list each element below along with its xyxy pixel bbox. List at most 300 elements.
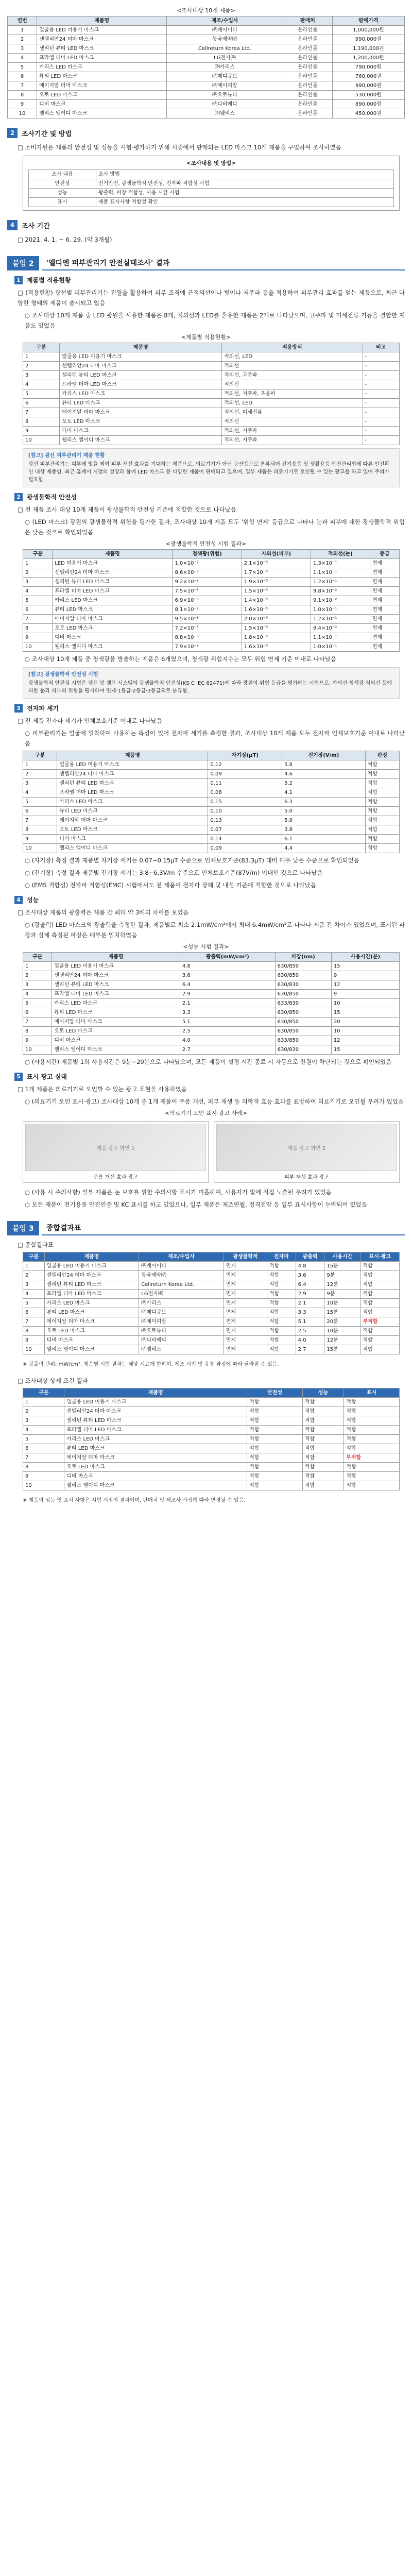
sec2-paragraph: □ 소비자원은 제품의 안전성 및 성능을 시험·평가하기 위해 시중에서 판매되는 LED 마스크 10개 제품을 구입하여 조사하였음 xyxy=(18,144,341,151)
table-cell: 카리스 LED 마스크 xyxy=(64,1435,247,1444)
table-row xyxy=(23,962,400,971)
table-cell: LG전자㈜ xyxy=(167,54,283,63)
table-cell: 3 xyxy=(23,1280,45,1290)
table-row xyxy=(23,807,400,816)
subsection-number: 3 xyxy=(14,704,23,713)
table-cell: 2.0×10⁻⁵ xyxy=(242,615,311,624)
table-cell: 웰리스 엘이디 마스크 xyxy=(52,1045,180,1055)
table-cell: 면제 xyxy=(224,1317,267,1327)
table-cell: 면제 xyxy=(224,1271,267,1280)
table-cell: ㈜메디큐브 xyxy=(139,1308,224,1317)
table-row xyxy=(23,788,400,798)
subsection-4-heading xyxy=(14,895,405,904)
appendix-3-heading xyxy=(7,1221,405,1235)
table-cell: 적합 xyxy=(302,1481,344,1490)
table-cell: 뷰티 LED 마스크 xyxy=(37,72,167,81)
sub4-table-caption: <성능 시험 결과> xyxy=(183,943,229,950)
table-cell: 9.4×10⁻² xyxy=(311,624,370,633)
section-2-heading xyxy=(7,128,405,138)
table-row xyxy=(23,1317,400,1327)
table-cell: 디비 마스크 xyxy=(44,1336,139,1345)
table-cell: 790,000원 xyxy=(332,63,404,72)
table-cell: 8.1×10⁻³ xyxy=(173,605,242,615)
table-row xyxy=(23,399,400,408)
table-cell: 적합 xyxy=(344,1444,400,1453)
table-cell: 적합 xyxy=(365,798,399,807)
column-header: 광출력(mW/cm²) xyxy=(180,953,275,962)
sub1-table-caption: <제품별 적용현황> xyxy=(181,334,231,341)
column-header: 자기장(μT) xyxy=(208,751,282,760)
table-cell: 뷰티 LED 마스크 xyxy=(60,399,222,408)
table-cell: 630/830 xyxy=(275,1045,331,1055)
table-cell: 면제 xyxy=(224,1308,267,1317)
table-row xyxy=(23,408,400,417)
table-cell: 디비 마스크 xyxy=(57,835,208,844)
table-cell: 4 xyxy=(8,54,37,63)
table-row xyxy=(23,844,400,853)
table-cell: 동국제약㈜ xyxy=(139,1271,224,1280)
table-cell: 1.7×10⁻⁵ xyxy=(242,568,311,578)
subsection-1-heading xyxy=(14,276,405,284)
table-cell: 전기안전, 광생물학적 안전성, 전자파 적합성 시험 xyxy=(96,179,393,189)
table-row xyxy=(23,596,400,605)
subsection-number: 4 xyxy=(14,896,23,904)
table-cell: 15분 xyxy=(324,1308,360,1317)
table-cell: 4.8 xyxy=(180,962,275,971)
table-cell: ㈜웰리스 xyxy=(139,1345,224,1354)
table-row xyxy=(23,642,400,652)
investigation-method-box xyxy=(23,156,400,211)
table-cell: 9.2×10⁻³ xyxy=(173,578,242,587)
table-cell: 적외선 xyxy=(222,380,363,389)
table-cell: 온라인몰 xyxy=(283,26,332,35)
column-header: 제품명 xyxy=(64,1388,247,1398)
table-cell: 프라엘 더마 LED 마스크 xyxy=(52,990,180,999)
table-cell: 0.13 xyxy=(208,816,282,825)
sub5-photo-caption: <의료기기 오인 표시·광고 사례> xyxy=(165,1110,247,1116)
table-cell: 4.0 xyxy=(296,1336,324,1345)
table-cell: 면제 xyxy=(224,1299,267,1308)
table-cell: 6 xyxy=(8,72,37,81)
table-cell: 에이지알 더마 마스크 xyxy=(57,816,208,825)
table-cell: 4 xyxy=(23,990,52,999)
table-cell: 4.0 xyxy=(180,1036,275,1045)
table-row xyxy=(23,999,400,1008)
table-cell: 얼굴용 LED 미용기 마스크 xyxy=(37,26,167,35)
table-cell: 1 xyxy=(23,352,60,362)
table-cell: 면제 xyxy=(224,1280,267,1290)
detail-footnote: ※ 제품의 성능 및 표시 사항은 시험 시점의 결과이며, 판매처 및 제조사 사정에 따라 변경될 수 있음. xyxy=(23,1498,246,1503)
table-cell: 8.8×10⁻³ xyxy=(173,633,242,642)
table-cell: 셀리턴 뷰티 LED 마스크 xyxy=(44,1280,139,1290)
table-cell: 온라인몰 xyxy=(283,100,332,109)
table-cell: 3.3 xyxy=(180,1008,275,1018)
table-cell: 온라인몰 xyxy=(283,72,332,81)
table-cell: 7 xyxy=(23,1018,52,1027)
table-cell: 1 xyxy=(23,962,52,971)
table-cell: 2.1 xyxy=(296,1299,324,1308)
table-cell: 카리스 LED 마스크 xyxy=(53,596,173,605)
table-cell: 3 xyxy=(23,779,57,788)
table-cell: 적외선, 미세전류 xyxy=(222,408,363,417)
table-cell: 안전성 xyxy=(29,179,96,189)
column-header: 사용시간 xyxy=(324,1252,360,1262)
table-row xyxy=(29,189,394,198)
column-header: 제품명 xyxy=(60,343,222,352)
table-cell: 오토 LED 마스크 xyxy=(53,624,173,633)
table-cell: 적합 xyxy=(302,1435,344,1444)
table-cell: 6.4 xyxy=(180,980,275,990)
table-cell: Cellreturn Korea Ltd. xyxy=(167,44,283,54)
table-cell: 3.3 xyxy=(296,1308,324,1317)
table-cell: 10 xyxy=(23,1481,64,1490)
table-cell: 9.1×10⁻² xyxy=(311,596,370,605)
table-row xyxy=(23,1481,400,1490)
sub3-paragraph-5: ○ (EMS 적합성) 전자파 적합성(EMC) 시험에서도 전 제품이 전자파 장해 및 내성 기준에 적합한 것으로 나타났음 xyxy=(25,882,316,889)
sub5-paragraph-3: ○ (사용 시 주의사항) 일부 제품은 눈 보호를 위한 주의사항 표시가 미흡하여, 사용자가 빛에 직접 노출될 우려가 있었음 xyxy=(25,1189,332,1196)
section-number: 2 xyxy=(7,128,18,138)
table-cell: 7.2×10⁻³ xyxy=(173,624,242,633)
table-cell: 7 xyxy=(23,816,57,825)
table-cell: 디비 마스크 xyxy=(37,100,167,109)
column-header: 제품명 xyxy=(44,1252,139,1262)
table-cell: 적합 xyxy=(360,1290,400,1299)
table-cell: 6 xyxy=(23,399,60,408)
table-cell: 적합 xyxy=(267,1336,296,1345)
table-cell: 면제 xyxy=(370,633,399,642)
sub3-paragraph-3: ○ (자기장) 측정 결과 제품별 자기장 세기는 0.07~0.15μT 수준으로 인체보호기준(83.3μT) 대비 매우 낮은 수준으로 확인되었음 xyxy=(25,857,359,864)
table-cell: 1,190,000원 xyxy=(332,44,404,54)
table-row xyxy=(29,170,394,179)
table-cell: 적합 xyxy=(344,1463,400,1472)
column-header: 연번 xyxy=(8,16,37,26)
summary-table xyxy=(23,1252,400,1354)
table-cell: 7 xyxy=(23,1453,64,1463)
table-cell: 5.9 xyxy=(282,816,366,825)
table-cell: 면제 xyxy=(370,624,399,633)
appendix-2-heading xyxy=(7,256,405,270)
table-cell: 적합 xyxy=(365,807,399,816)
table-cell: 웰리스 엘이디 마스크 xyxy=(53,642,173,652)
summary-subtitle: □ 종합결과표 xyxy=(18,1241,54,1248)
table-cell: 뷰티 LED 마스크 xyxy=(57,807,208,816)
table-cell: 면제 xyxy=(224,1336,267,1345)
sub2-note xyxy=(23,667,400,699)
table-row xyxy=(23,1444,400,1453)
table-cell: 면제 xyxy=(370,615,399,624)
table-cell: 디비 마스크 xyxy=(60,427,222,436)
table-cell: 면제 xyxy=(370,568,399,578)
table-cell: 2.1 xyxy=(180,999,275,1008)
table-cell: 센텔리안24 더마 마스크 xyxy=(52,971,180,980)
table-cell: 1.2×10⁻¹ xyxy=(311,578,370,587)
table-cell: 2 xyxy=(23,1407,64,1416)
table-cell: 웰리스 엘이디 마스크 xyxy=(44,1345,139,1354)
column-header: 청색광(위험) xyxy=(173,550,242,559)
note-body: 광선 피부관리기는 피부에 빛을 쬐여 피부 개선 효과를 기대하는 제품으로, 의료기기가 아닌 공산품으로 분류되어 전기용품 및 생활용품 안전관리법에 따른 안전확인 대상 제품임. 최근 홈케어 시장의 성장과 함께 LED 마스크 등 다양한 제품이 판매되고 있으며, 일부 제품은 의료기기로 오인될 수 있는 광고를 하고 있어 주의가 필요함. xyxy=(28,462,390,483)
table-cell: 디비 마스크 xyxy=(64,1472,247,1481)
table-cell: 2 xyxy=(23,971,52,980)
sub5-paragraph-2: ○ (의료기기 오인 표시·광고) 조사대상 10개 중 1개 제품이 주름 개선, 피부 재생 등 의학적 효능·효과를 표방하여 의료기기로 오인될 우려가 있었음 xyxy=(25,1098,404,1105)
table-cell: 적합 xyxy=(267,1280,296,1290)
table-cell: 0.15 xyxy=(208,798,282,807)
table-cell: 온라인몰 xyxy=(283,81,332,91)
table-cell: 8 xyxy=(23,624,53,633)
table-cell: 6 xyxy=(23,605,53,615)
column-header: 구분 xyxy=(23,1252,45,1262)
table-row xyxy=(23,1435,400,1444)
table-cell: 4 xyxy=(23,1426,64,1435)
table-row xyxy=(8,26,405,35)
table-cell: 990,000원 xyxy=(332,35,404,44)
table-cell: - xyxy=(363,436,399,445)
performance-table xyxy=(23,952,400,1055)
table-cell: - xyxy=(363,417,399,427)
table-cell: 3.6 xyxy=(180,971,275,980)
table-cell: 에이지알 더마 마스크 xyxy=(52,1018,180,1027)
table-row xyxy=(23,760,400,770)
table-cell: 적합 xyxy=(344,1472,400,1481)
table-cell: 적외선, 저주파 xyxy=(222,436,363,445)
table-cell: 2 xyxy=(23,362,60,371)
table-cell: 에이지알 더마 마스크 xyxy=(60,408,222,417)
table-cell: 2.9 xyxy=(296,1290,324,1299)
table-cell: 적합 xyxy=(247,1481,303,1490)
application-status-table xyxy=(23,343,400,445)
table-cell: 뷰티 LED 마스크 xyxy=(53,605,173,615)
sub2-paragraph-2: ○ (LED 마스크) 광원의 광생물학적 위험을 평가한 결과, 조사대상 10개 제품 모두 '위험 면제' 등급으로 나타나 눈과 피부에 대한 광생물학적 위험은 낮은 것으로 확인되었음 xyxy=(25,518,405,536)
table-cell: 적합 xyxy=(267,1290,296,1299)
table-cell: 동국제약㈜ xyxy=(167,35,283,44)
table-row xyxy=(23,1018,400,1027)
table-cell: 0.10 xyxy=(208,807,282,816)
sub1-paragraph-2: ○ 조사대상 10개 제품 중 LED 광원을 사용한 제품은 8개, 적외선과 LED를 혼용한 제품은 2개로 나타났으며, 고주파 및 미세전류 기능을 결합한 제품도 있었음 xyxy=(25,312,405,329)
table-cell: 뷰티 LED 마스크 xyxy=(44,1308,139,1317)
table-cell: 1.0×10⁻² xyxy=(173,559,242,568)
table-cell: 적합 xyxy=(365,788,399,798)
table-cell: 카리스 LED 마스크 xyxy=(44,1299,139,1308)
table-cell: ㈜디비메디 xyxy=(139,1336,224,1345)
table-row xyxy=(8,54,405,63)
column-header: 구분 xyxy=(23,343,60,352)
table-cell: 7 xyxy=(8,81,37,91)
table-cell: 1.5×10⁻⁵ xyxy=(242,624,311,633)
table-cell: 1.5×10⁻⁵ xyxy=(242,587,311,596)
table-cell: 조사 방법 xyxy=(96,170,393,179)
table-cell: 15분 xyxy=(324,1262,360,1271)
table-cell: 10 xyxy=(331,999,399,1008)
table-row xyxy=(23,1308,400,1317)
sub2-paragraph-3: ○ 조사대상 10개 제품 중 청색광을 방출하는 제품은 6개였으며, 청색광 위험지수는 모두 위험 면제 기준 이내로 나타났음 xyxy=(25,655,337,663)
table-cell: 오토 LED 마스크 xyxy=(57,825,208,835)
table-cell: 8 xyxy=(23,825,57,835)
table-cell: 적합 xyxy=(302,1463,344,1472)
table-cell: ㈜카리스 xyxy=(139,1299,224,1308)
table-cell: 센텔리안24 더마 마스크 xyxy=(60,362,222,371)
table-cell: 0.08 xyxy=(208,788,282,798)
table-cell: 적합 xyxy=(247,1398,303,1407)
table-cell: 제품 표시사항 적합성 확인 xyxy=(96,198,393,207)
sub2-table-caption: <광생물학적 안전성 시험 결과> xyxy=(165,540,247,547)
table-cell: 1.4×10⁻⁵ xyxy=(242,596,311,605)
table-cell: 1,000,000원 xyxy=(332,26,404,35)
subsection-title: 성능 xyxy=(27,896,39,904)
table-cell: 적합 xyxy=(344,1407,400,1416)
table-row xyxy=(23,825,400,835)
table-row xyxy=(8,109,405,118)
table-cell: 15분 xyxy=(324,1345,360,1354)
table-cell: 3 xyxy=(23,1416,64,1426)
table-cell: 적합 xyxy=(365,816,399,825)
table-cell: 0.12 xyxy=(208,760,282,770)
table-cell: 7 xyxy=(23,615,53,624)
table-cell: 적합 xyxy=(267,1299,296,1308)
table-cell: 12분 xyxy=(324,1336,360,1345)
subsection-number: 2 xyxy=(14,493,23,501)
column-header: 적외선(눈) xyxy=(311,550,370,559)
table-row xyxy=(23,816,400,825)
table-cell: 20분 xyxy=(324,1317,360,1327)
ad-screenshot-image: 제품 광고 화면 2 xyxy=(216,1124,397,1171)
table-cell: 5.1 xyxy=(180,1018,275,1027)
table-cell: 적합 xyxy=(267,1345,296,1354)
sub4-paragraph-3: ○ (사용시간) 제품별 1회 사용시간은 9분~20분으로 나타났으며, 모든 제품이 설정 시간 종료 시 자동으로 전원이 차단되는 것으로 확인되었음 xyxy=(25,1058,392,1065)
column-header: 판정 xyxy=(365,751,399,760)
sub1-note xyxy=(23,448,400,487)
table-row xyxy=(23,798,400,807)
table-cell: 10 xyxy=(331,1027,399,1036)
table-cell: 15 xyxy=(331,1008,399,1018)
table-cell: 센텔리안24 더마 마스크 xyxy=(64,1407,247,1416)
table-cell: 0.09 xyxy=(208,844,282,853)
photo-card xyxy=(214,1121,400,1183)
table-cell: 온라인몰 xyxy=(283,109,332,118)
table-cell: 10 xyxy=(8,109,37,118)
sec4-paragraph: □ 2021. 4. 1. ~ 6. 29. (약 3개월) xyxy=(18,236,112,243)
sub2-paragraph-1: □ 전 제품 조사 대상 10개 제품이 광생물학적 안전성 기준에 적합한 것으로 나타났음 xyxy=(18,506,236,513)
table-cell: 온라인몰 xyxy=(283,54,332,63)
table-row xyxy=(23,427,400,436)
table-cell: 셀리턴 뷰티 LED 마스크 xyxy=(53,578,173,587)
table-cell: 6 xyxy=(23,1444,64,1453)
table-cell: - xyxy=(363,362,399,371)
top-table-caption: <조사대상 10개 제품> xyxy=(177,7,235,14)
table-cell: 적합 xyxy=(365,844,399,853)
sub4-paragraph-2: ○ (광출력) LED 마스크의 광출력을 측정한 결과, 제품별로 최소 2.1mW/cm²에서 최대 6.4mW/cm²로 나타나 제품 간 차이가 있었으며, 표시된 파장과 실제 측정된 파장은 대부분 일치하였음 xyxy=(25,921,405,939)
table-cell: 9 xyxy=(8,100,37,109)
table-cell: 오토 LED 마스크 xyxy=(64,1463,247,1472)
column-header: 비고 xyxy=(363,343,399,352)
column-header: 판매가격 xyxy=(332,16,404,26)
table-cell: 적합 xyxy=(344,1481,400,1490)
table-cell: 9 xyxy=(23,1472,64,1481)
table-cell: 4.8 xyxy=(296,1262,324,1271)
table-cell: 3 xyxy=(23,371,60,380)
table-row xyxy=(23,1299,400,1308)
table-row xyxy=(8,72,405,81)
photobiological-table xyxy=(23,549,400,652)
table-cell: 7 xyxy=(23,408,60,417)
table-cell: 적합 xyxy=(360,1345,400,1354)
table-row xyxy=(23,578,400,587)
table-cell: 4.6 xyxy=(282,770,366,779)
table-row xyxy=(29,179,394,189)
table-row xyxy=(23,633,400,642)
table-cell: 630/830 xyxy=(275,980,331,990)
table-cell: 적합 xyxy=(344,1435,400,1444)
table-cell: - xyxy=(363,371,399,380)
table-cell: 6.9×10⁻³ xyxy=(173,596,242,605)
column-header: 제품명 xyxy=(37,16,167,26)
table-cell: 적합 xyxy=(247,1453,303,1463)
table-row xyxy=(23,1345,400,1354)
table-cell: ㈜디비메디 xyxy=(167,100,283,109)
table-cell: ㈜오토뷰티 xyxy=(139,1327,224,1336)
table-cell: 오토 LED 마스크 xyxy=(60,417,222,427)
table-cell: ㈜카리스 xyxy=(167,63,283,72)
table-cell: 5.2 xyxy=(282,779,366,788)
column-header: 제품명 xyxy=(52,953,180,962)
table-cell: 적합 xyxy=(302,1407,344,1416)
table-cell: 0.09 xyxy=(208,770,282,779)
table-cell: 면제 xyxy=(370,596,399,605)
table-cell: 셀리턴 뷰티 LED 마스크 xyxy=(60,371,222,380)
table-cell: 2 xyxy=(23,568,53,578)
table-cell: 1 xyxy=(8,26,37,35)
table-cell: 2.7 xyxy=(296,1345,324,1354)
table-row xyxy=(23,389,400,399)
table-cell: 20 xyxy=(331,1018,399,1027)
table-cell: 웰리스 엘이디 마스크 xyxy=(60,436,222,445)
table-cell: 990,000원 xyxy=(332,81,404,91)
table-cell: 8 xyxy=(8,91,37,100)
table-cell: 프라엘 더마 LED 마스크 xyxy=(44,1290,139,1299)
sub3-paragraph-1: □ 전 제품 전자파 세기가 인체보호기준 이내로 나타났음 xyxy=(18,717,162,724)
table-cell: 에이지알 더마 마스크 xyxy=(37,81,167,91)
sub4-paragraph-1: □ 조사대상 제품의 광출력은 제품 간 최대 약 3배의 차이를 보였음 xyxy=(18,909,189,916)
table-cell: 4.4 xyxy=(282,844,366,853)
table-cell: 얼굴용 LED 미용기 마스크 xyxy=(64,1398,247,1407)
table-cell: 9.5×10⁻³ xyxy=(173,615,242,624)
table-cell: 적합 xyxy=(365,779,399,788)
table-cell: - xyxy=(363,352,399,362)
table-cell: 5 xyxy=(23,1299,45,1308)
table-cell: 1.1×10⁻¹ xyxy=(311,568,370,578)
table-row xyxy=(8,44,405,54)
table-cell: - xyxy=(363,389,399,399)
table-cell: 5.8 xyxy=(282,760,366,770)
table-row xyxy=(23,1045,400,1055)
table-cell: 890,000원 xyxy=(332,100,404,109)
note-title: [참고] 광선 피부관리기 제품 현황 xyxy=(28,453,105,459)
table-row xyxy=(23,436,400,445)
table-row xyxy=(23,990,400,999)
column-header: 제품명 xyxy=(53,550,173,559)
table-cell: 성능 xyxy=(29,189,96,198)
table-cell: 9 xyxy=(331,971,399,980)
target-products-table xyxy=(7,16,405,118)
table-row xyxy=(23,624,400,633)
column-header: 성능 xyxy=(302,1388,344,1398)
section-title: 조사기간 및 방법 xyxy=(22,130,72,138)
table-cell: 10 xyxy=(23,642,53,652)
photo-card xyxy=(23,1121,209,1183)
table-cell: 5 xyxy=(23,596,53,605)
table-cell: 9 xyxy=(23,835,57,844)
table-cell: 15 xyxy=(331,962,399,971)
table-cell: 630/850 xyxy=(275,990,331,999)
column-header: 적용방식 xyxy=(222,343,363,352)
